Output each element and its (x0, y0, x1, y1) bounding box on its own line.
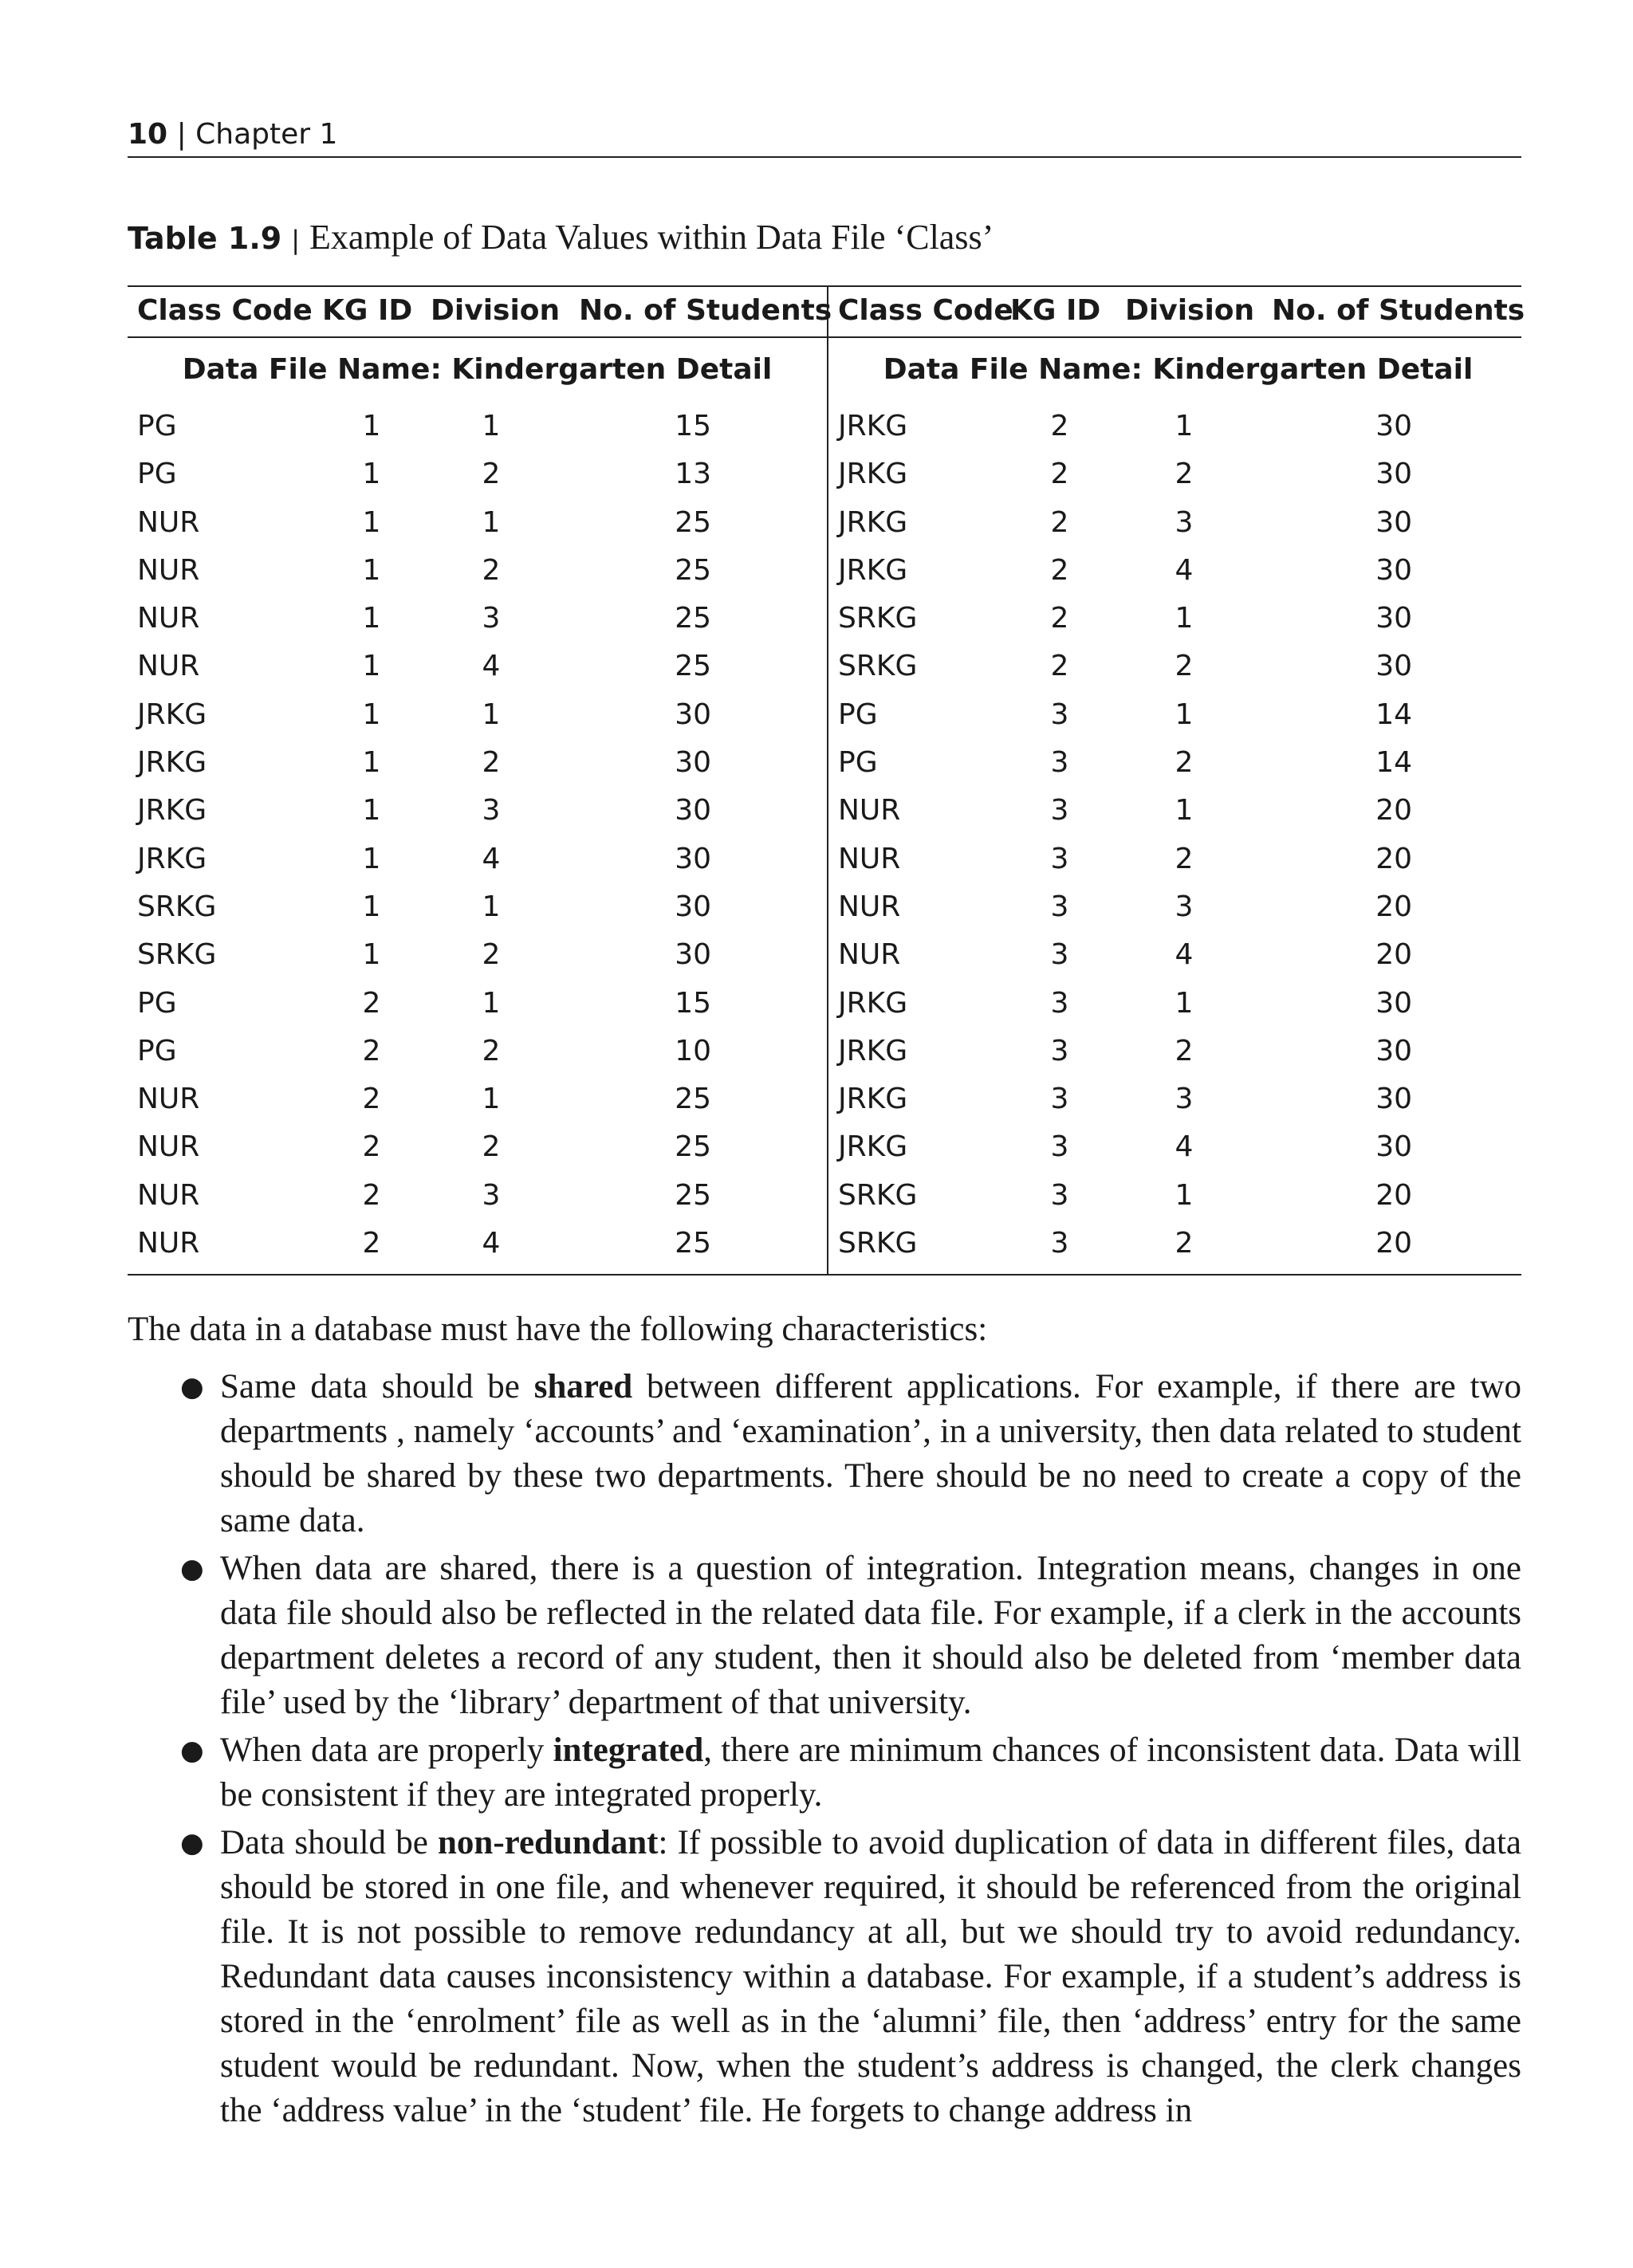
cell-division: 1 (1175, 986, 1194, 1020)
cell-class-code: JRKG (838, 1083, 908, 1116)
cell-division: 2 (1175, 1227, 1194, 1260)
cell-division: 3 (1175, 890, 1194, 923)
table-title: Example of Data Values within Data File ‘Class’ (309, 218, 994, 257)
table-row (128, 695, 827, 743)
cell-division: 2 (1175, 746, 1194, 780)
cell-division: 2 (1175, 650, 1194, 683)
table-row (128, 935, 827, 983)
cell-division: 4 (482, 650, 501, 683)
table-row (128, 839, 827, 887)
cell-students: 30 (1375, 1130, 1412, 1164)
cell-class-code: SRKG (838, 602, 918, 635)
cell-students: 30 (1375, 986, 1412, 1020)
cell-kg-id: 1 (362, 505, 381, 539)
table-row (128, 887, 827, 935)
cell-kg-id: 3 (1050, 890, 1069, 923)
cell-students: 30 (675, 794, 711, 827)
cell-class-code: JRKG (137, 842, 207, 875)
cell-class-code: SRKG (137, 938, 217, 972)
cell-students: 20 (1375, 1178, 1412, 1212)
cell-kg-id: 2 (362, 1178, 381, 1212)
cell-students: 30 (1375, 553, 1412, 587)
table-row (128, 503, 827, 551)
cell-kg-id: 1 (362, 890, 381, 923)
cell-division: 1 (1175, 794, 1194, 827)
cell-students: 25 (675, 1130, 711, 1164)
body-text (128, 1307, 1521, 2136)
table-row (828, 503, 1528, 551)
cell-class-code: NUR (137, 650, 200, 683)
cell-students: 25 (675, 602, 711, 635)
cell-students: 30 (675, 842, 711, 875)
running-header (128, 116, 1521, 153)
cell-students: 25 (675, 1227, 711, 1260)
cell-kg-id: 1 (362, 458, 381, 491)
cell-class-code: NUR (838, 890, 901, 923)
col-header-class-code: Class Code (838, 294, 1013, 327)
cell-class-code: JRKG (838, 458, 908, 491)
cell-class-code: NUR (838, 842, 901, 875)
table-row (828, 935, 1528, 983)
col-header-kg-id: KG ID (322, 294, 413, 327)
cell-class-code: JRKG (137, 698, 207, 731)
cell-students: 30 (675, 938, 711, 972)
cell-class-code: JRKG (838, 410, 908, 442)
table-right-half (828, 285, 1528, 1274)
cell-division: 3 (482, 602, 501, 635)
cell-students: 25 (675, 650, 711, 683)
table-row (128, 1127, 827, 1175)
cell-students: 30 (1375, 458, 1412, 491)
cell-kg-id: 2 (362, 986, 381, 1020)
cell-kg-id: 1 (362, 410, 381, 442)
table-row (128, 454, 827, 502)
cell-division: 3 (1175, 1083, 1194, 1116)
cell-kg-id: 3 (1050, 746, 1069, 780)
table-bottom-rule (128, 1274, 1521, 1276)
cell-class-code: PG (137, 410, 177, 442)
file-name-label: Data File Name: Kindergarten Detail (883, 353, 1474, 386)
cell-kg-id: 2 (1050, 410, 1069, 442)
cell-kg-id: 2 (362, 1034, 381, 1067)
cell-class-code: JRKG (137, 794, 207, 827)
cell-kg-id: 1 (362, 794, 381, 827)
cell-students: 20 (1375, 1227, 1412, 1260)
cell-students: 30 (675, 746, 711, 780)
cell-students: 15 (675, 410, 711, 442)
cell-class-code: SRKG (838, 1178, 918, 1212)
cell-class-code: JRKG (838, 1130, 908, 1164)
cell-division: 3 (482, 794, 501, 827)
cell-division: 2 (482, 1034, 501, 1067)
cell-students: 30 (1375, 410, 1412, 442)
cell-class-code: PG (137, 986, 177, 1020)
cell-division: 4 (482, 1227, 501, 1260)
cell-students: 20 (1375, 938, 1412, 972)
cell-students: 10 (675, 1034, 711, 1067)
cell-division: 1 (482, 890, 501, 923)
table-row (828, 454, 1528, 502)
cell-kg-id: 3 (1050, 1034, 1069, 1067)
chapter-label: Chapter 1 (195, 118, 338, 151)
cell-class-code: SRKG (137, 890, 217, 923)
table-row (828, 1224, 1528, 1272)
cell-class-code: NUR (137, 1178, 200, 1212)
cell-class-code: NUR (137, 553, 200, 587)
cell-class-code: NUR (838, 938, 901, 972)
cell-students: 15 (675, 986, 711, 1020)
cell-kg-id: 3 (1050, 698, 1069, 731)
cell-class-code: NUR (137, 1083, 200, 1116)
cell-division: 2 (1175, 1034, 1194, 1067)
table-row (828, 1127, 1528, 1175)
cell-class-code: NUR (137, 602, 200, 635)
cell-class-code: SRKG (838, 1227, 918, 1260)
cell-kg-id: 3 (1050, 1083, 1069, 1116)
intro-paragraph: The data in a database must have the following characteristics: (128, 1311, 988, 1348)
cell-students: 30 (1375, 650, 1412, 683)
cell-division: 4 (1175, 938, 1194, 972)
cell-kg-id: 3 (1050, 794, 1069, 827)
cell-division: 4 (1175, 553, 1194, 587)
cell-class-code: JRKG (838, 986, 908, 1020)
cell-students: 20 (1375, 794, 1412, 827)
cell-students: 20 (1375, 890, 1412, 923)
cell-kg-id: 1 (362, 938, 381, 972)
cell-kg-id: 2 (1050, 602, 1069, 635)
table-row (128, 599, 827, 647)
table-row (128, 1032, 827, 1079)
cell-division: 1 (1175, 602, 1194, 635)
cell-division: 2 (1175, 458, 1194, 491)
cell-kg-id: 1 (362, 698, 381, 731)
list-item: ● When data are properly integrated, there are minimum chances of inconsistent data. Data will be consistent if they are integrated properly. (220, 1728, 1521, 1818)
bold-term: non-redundant (438, 1824, 659, 1861)
cell-division: 4 (1175, 1130, 1194, 1164)
cell-students: 25 (675, 1178, 711, 1212)
table-row (128, 984, 827, 1032)
table-body-left (128, 407, 827, 1272)
characteristics-list (128, 1365, 1521, 2133)
table-body-right (828, 407, 1528, 1272)
cell-students: 30 (1375, 1083, 1412, 1116)
table-row (828, 1079, 1528, 1127)
cell-class-code: NUR (838, 794, 901, 827)
table-row (128, 551, 827, 599)
cell-division: 2 (482, 553, 501, 587)
cell-kg-id: 3 (1050, 1130, 1069, 1164)
col-header-division: Division (431, 294, 561, 327)
cell-division: 2 (482, 458, 501, 491)
cell-students: 30 (1375, 505, 1412, 539)
cell-kg-id: 3 (1050, 986, 1069, 1020)
cell-class-code: NUR (137, 505, 200, 539)
caption-separator: | (291, 225, 300, 255)
cell-students: 25 (675, 505, 711, 539)
table-row (828, 599, 1528, 647)
table-left-half (128, 285, 832, 1274)
cell-students: 30 (675, 890, 711, 923)
table-row (828, 551, 1528, 599)
cell-class-code: PG (137, 1034, 177, 1067)
list-item: ● Data should be non-redundant: If possible to avoid duplication of data in different files, data should be stored in one file, and whenever required, it should be referenced from the original file. It is not possible to remove redundancy at all, but we should try to avoid redundancy. Redundant data causes inconsistency within a database. For example, if a student’s address is stored in the ‘enrolment’ file as well as in the ‘alumni’ file, then ‘address’ entry for the same student would be redundant. Now, when the student’s address is changed, the clerk changes the ‘address value’ in the ‘student’ file. He forgets to change address in (220, 1821, 1521, 2133)
cell-kg-id: 2 (362, 1227, 381, 1260)
table-number: Table 1.9 (128, 221, 282, 256)
table-row (128, 1224, 827, 1272)
cell-kg-id: 2 (1050, 458, 1069, 491)
page-number: 10 (128, 118, 168, 151)
cell-class-code: PG (838, 746, 878, 780)
col-header-students: No. of Students (1272, 294, 1525, 327)
col-header-students: No. of Students (579, 294, 832, 327)
table-row (128, 1079, 827, 1127)
cell-division: 3 (482, 1178, 501, 1212)
cell-kg-id: 2 (362, 1130, 381, 1164)
cell-students: 14 (1375, 698, 1412, 731)
cell-kg-id: 1 (362, 650, 381, 683)
cell-kg-id: 2 (1050, 650, 1069, 683)
cell-division: 1 (482, 505, 501, 539)
cell-kg-id: 1 (362, 746, 381, 780)
cell-division: 1 (482, 986, 501, 1020)
cell-students: 25 (675, 1083, 711, 1116)
col-header-kg-id: KG ID (1010, 294, 1101, 327)
cell-class-code: SRKG (838, 650, 918, 683)
cell-kg-id: 2 (362, 1083, 381, 1116)
cell-division: 2 (482, 746, 501, 780)
cell-division: 2 (482, 938, 501, 972)
table-row (828, 647, 1528, 694)
cell-class-code: JRKG (137, 746, 207, 780)
col-header-class-code: Class Code (137, 294, 313, 327)
file-name-label: Data File Name: Kindergarten Detail (182, 353, 773, 386)
cell-students: 30 (1375, 602, 1412, 635)
table-row (828, 1032, 1528, 1079)
cell-division: 4 (482, 842, 501, 875)
cell-students: 14 (1375, 746, 1412, 780)
cell-division: 1 (482, 1083, 501, 1116)
col-header-division: Division (1125, 294, 1255, 327)
table-row (128, 647, 827, 694)
cell-division: 1 (1175, 410, 1194, 442)
cell-students: 25 (675, 553, 711, 587)
cell-division: 1 (1175, 698, 1194, 731)
cell-class-code: PG (838, 698, 878, 731)
cell-students: 30 (1375, 1034, 1412, 1067)
bold-term: shared (533, 1368, 633, 1405)
cell-kg-id: 3 (1050, 1178, 1069, 1212)
cell-division: 1 (1175, 1178, 1194, 1212)
cell-class-code: JRKG (838, 553, 908, 587)
cell-class-code: NUR (137, 1227, 200, 1260)
table-row (828, 839, 1528, 887)
cell-kg-id: 3 (1050, 938, 1069, 972)
table-row (828, 695, 1528, 743)
table-row (828, 743, 1528, 791)
table-caption (128, 215, 1521, 262)
cell-class-code: JRKG (838, 505, 908, 539)
table-row (828, 887, 1528, 935)
cell-class-code: JRKG (838, 1034, 908, 1067)
data-table (128, 285, 1525, 1276)
cell-kg-id: 2 (1050, 505, 1069, 539)
table-row (128, 407, 827, 454)
cell-division: 2 (482, 1130, 501, 1164)
cell-class-code: PG (137, 458, 177, 491)
table-row (828, 984, 1528, 1032)
header-separator: | (176, 118, 187, 151)
bold-term: integrated (553, 1731, 704, 1769)
cell-students: 30 (675, 698, 711, 731)
cell-class-code: NUR (137, 1130, 200, 1164)
table-row (828, 407, 1528, 454)
cell-students: 20 (1375, 842, 1412, 875)
header-rule (128, 156, 1521, 158)
table-row (128, 791, 827, 839)
cell-division: 1 (482, 698, 501, 731)
list-item: ● Same data should be shared between different applications. For example, if there are two departments , namely ‘accounts’ and ‘examination’, in a university, then data related to student should be shared by these two departments. There should be no need to create a copy of the same data. (220, 1365, 1521, 1543)
cell-kg-id: 2 (1050, 553, 1069, 587)
cell-division: 3 (1175, 505, 1194, 539)
list-item: ● When data are shared, there is a question of integration. Integration means, changes in one data file should also be reflected in the related data file. For example, if a clerk in the accounts department deletes a record of any student, then it should also be deleted from ‘member data file’ used by the ‘library’ department of that university. (220, 1547, 1521, 1725)
cell-kg-id: 1 (362, 842, 381, 875)
cell-students: 13 (675, 458, 711, 491)
table-row (828, 1176, 1528, 1224)
table-row (128, 1176, 827, 1224)
table-row (128, 743, 827, 791)
cell-kg-id: 1 (362, 602, 381, 635)
cell-kg-id: 3 (1050, 1227, 1069, 1260)
table-row (828, 791, 1528, 839)
cell-division: 1 (482, 410, 501, 442)
cell-division: 2 (1175, 842, 1194, 875)
cell-kg-id: 3 (1050, 842, 1069, 875)
cell-kg-id: 1 (362, 553, 381, 587)
